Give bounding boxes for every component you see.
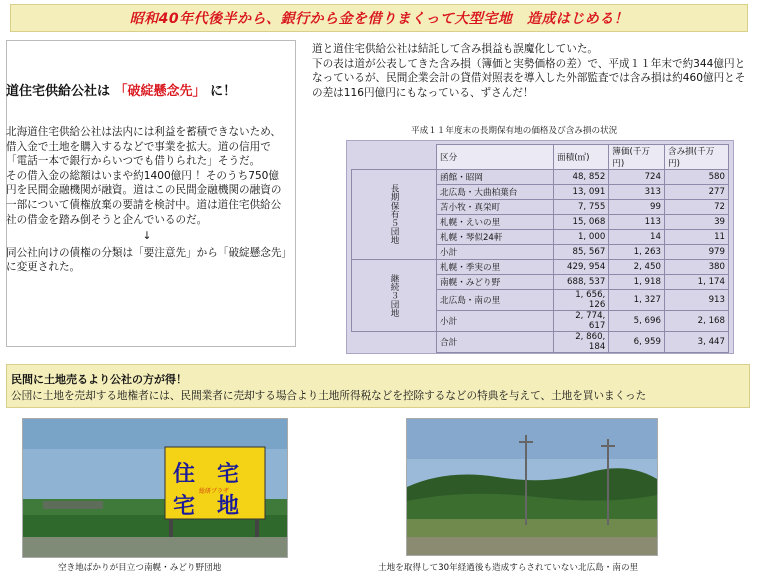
table-cell: 1, 000 [554, 230, 609, 245]
table-cell: 99 [609, 200, 665, 215]
table-cell: 913 [664, 290, 728, 311]
table-cell: 札幌・えいの里 [437, 215, 554, 230]
table-cell: 2, 168 [664, 311, 728, 332]
table-row [352, 332, 729, 353]
table-cell: 11 [664, 230, 728, 245]
table-cell: 85, 567 [554, 245, 609, 260]
table-cell: 3, 447 [664, 332, 728, 353]
table-cell: 7, 755 [554, 200, 609, 215]
photo-kitahiroshima [406, 418, 658, 556]
right-para-1: 道と道住宅供給公社は結託して含み損益も誤魔化していた。 [312, 43, 599, 55]
table-cell: 2, 774, 617 [554, 311, 609, 332]
left-body [6, 125, 288, 275]
group-label-longterm: 長期保有５団地 [352, 170, 437, 260]
table-cell: 2, 450 [609, 260, 665, 275]
table-cell: 小計 [437, 245, 554, 260]
table-cell: 429, 954 [554, 260, 609, 275]
heading-prefix: 道住宅供給公社は [6, 84, 111, 99]
land-table-panel [346, 140, 734, 354]
table-cell: 1, 327 [609, 290, 665, 311]
table-corner [352, 145, 437, 170]
table-cell: 14 [609, 230, 665, 245]
heading-suffix: に！ [210, 84, 237, 99]
table-header-row [352, 145, 729, 170]
right-text [312, 42, 750, 100]
table-cell: 苫小牧・真栄町 [437, 200, 554, 215]
banner-title: 昭和40年代後半から、銀行から金を借りまくって大型宅地 造成はじめる！ [129, 11, 629, 27]
caption-minamihoro: 空き地ばかりが目立つ南幌・みどり野団地 [58, 563, 222, 573]
table-spacer [352, 332, 437, 353]
left-para-2: その借入金の総額はいまや約1400億円 ！そのうち750億円を民間金融機関が融資。道はこの民間金融機関の融資の一部について債権放棄の要請を検討中。道は道住宅供給公社の借金を踏み倒そうと企んでいるのだ。 [6, 169, 282, 226]
left-para-3: 同公社向けの債権の分類は「要注意先」から「破綻懸念先」に変更された。 [6, 246, 287, 274]
table-row [352, 260, 729, 275]
col-header-book-value: 簿価(千万円) [609, 145, 665, 170]
table-cell: 277 [664, 185, 728, 200]
left-heading [6, 83, 282, 100]
table-cell: 南幌・みどり野 [437, 275, 554, 290]
table-cell: 5, 696 [609, 311, 665, 332]
table-cell: 313 [609, 185, 665, 200]
table-cell: 1, 656, 126 [554, 290, 609, 311]
col-header-unrealized-loss: 含み損(千万円) [664, 145, 728, 170]
heading-highlight: 「破綻懸念先」 [114, 84, 206, 99]
table-cell: 合計 [437, 332, 554, 353]
table-cell: 1, 263 [609, 245, 665, 260]
table-cell: 北広島・南の里 [437, 290, 554, 311]
photo-minamihoro [22, 418, 288, 558]
photo-kitahiroshima-image [407, 419, 657, 555]
table-cell: 724 [609, 170, 665, 185]
col-header-area: 面積(㎡) [554, 145, 609, 170]
table-cell: 113 [609, 215, 665, 230]
table-cell: 688, 537 [554, 275, 609, 290]
table-cell: 39 [664, 215, 728, 230]
table-cell: 1, 174 [664, 275, 728, 290]
table-cell: 72 [664, 200, 728, 215]
table-cell: 48, 852 [554, 170, 609, 185]
table-cell: 小計 [437, 311, 554, 332]
table-cell: 979 [664, 245, 728, 260]
table-cell: 札幌・季実の里 [437, 260, 554, 275]
table-cell: 6, 959 [609, 332, 665, 353]
sign-small-text: 総研ブラザ [199, 488, 230, 495]
table-cell: 13, 091 [554, 185, 609, 200]
table-title: 平成１１年度末の長期保有地の価格及び含み損の状況 [411, 126, 618, 136]
table-row [352, 170, 729, 185]
right-para-2: 下の表は道が公表してきた含み損（簿価と実勢価格の差）で、平成１１年末で約344億円となっているが、民間企業会計の貸借対照表を導入した外部監査では含み損は約460億円とその差は116円億円にもなっている、ずさんだ！ [312, 57, 746, 99]
table-cell: 札幌・琴似24軒 [437, 230, 554, 245]
sign-bottom-text: 宅 地 [173, 494, 240, 519]
title-banner [10, 4, 748, 32]
group-label-continuing: 継続３団地 [352, 260, 437, 332]
table-cell: 北広島・大曲柏葉台 [437, 185, 554, 200]
down-arrow-icon: ↓ [142, 230, 152, 243]
strip-title: 民間に土地売るより公社の方が得！ [11, 373, 187, 386]
land-purchase-strip [6, 364, 750, 408]
strip-text: 公団に土地を売却する地権者には、民間業者に売却する場合より土地所得税などを控除するなどの特典を与えて、土地を買いまくった [11, 390, 647, 402]
table-cell: 2, 860, 184 [554, 332, 609, 353]
table-cell: 580 [664, 170, 728, 185]
caption-kitahiroshima: 土地を取得して30年経過後も造成すらされていない北広島・南の里 [378, 563, 639, 573]
table-cell: 15, 068 [554, 215, 609, 230]
photo-minamihoro-image [23, 419, 287, 557]
table-cell: 380 [664, 260, 728, 275]
left-para-1: 北海道住宅供給公社は法内には利益を蓄積できないため、借入金で土地を購入するなどで事業を拡大。道の信用で「電話一本で銀行からいつでも借りられた」そうだ。 [6, 126, 282, 168]
table-cell: 1, 918 [609, 275, 665, 290]
col-header-category: 区分 [437, 145, 554, 170]
table-cell: 函館・昭岡 [437, 170, 554, 185]
land-table [351, 144, 729, 353]
sign-top-text: 住 宅 [173, 462, 240, 487]
